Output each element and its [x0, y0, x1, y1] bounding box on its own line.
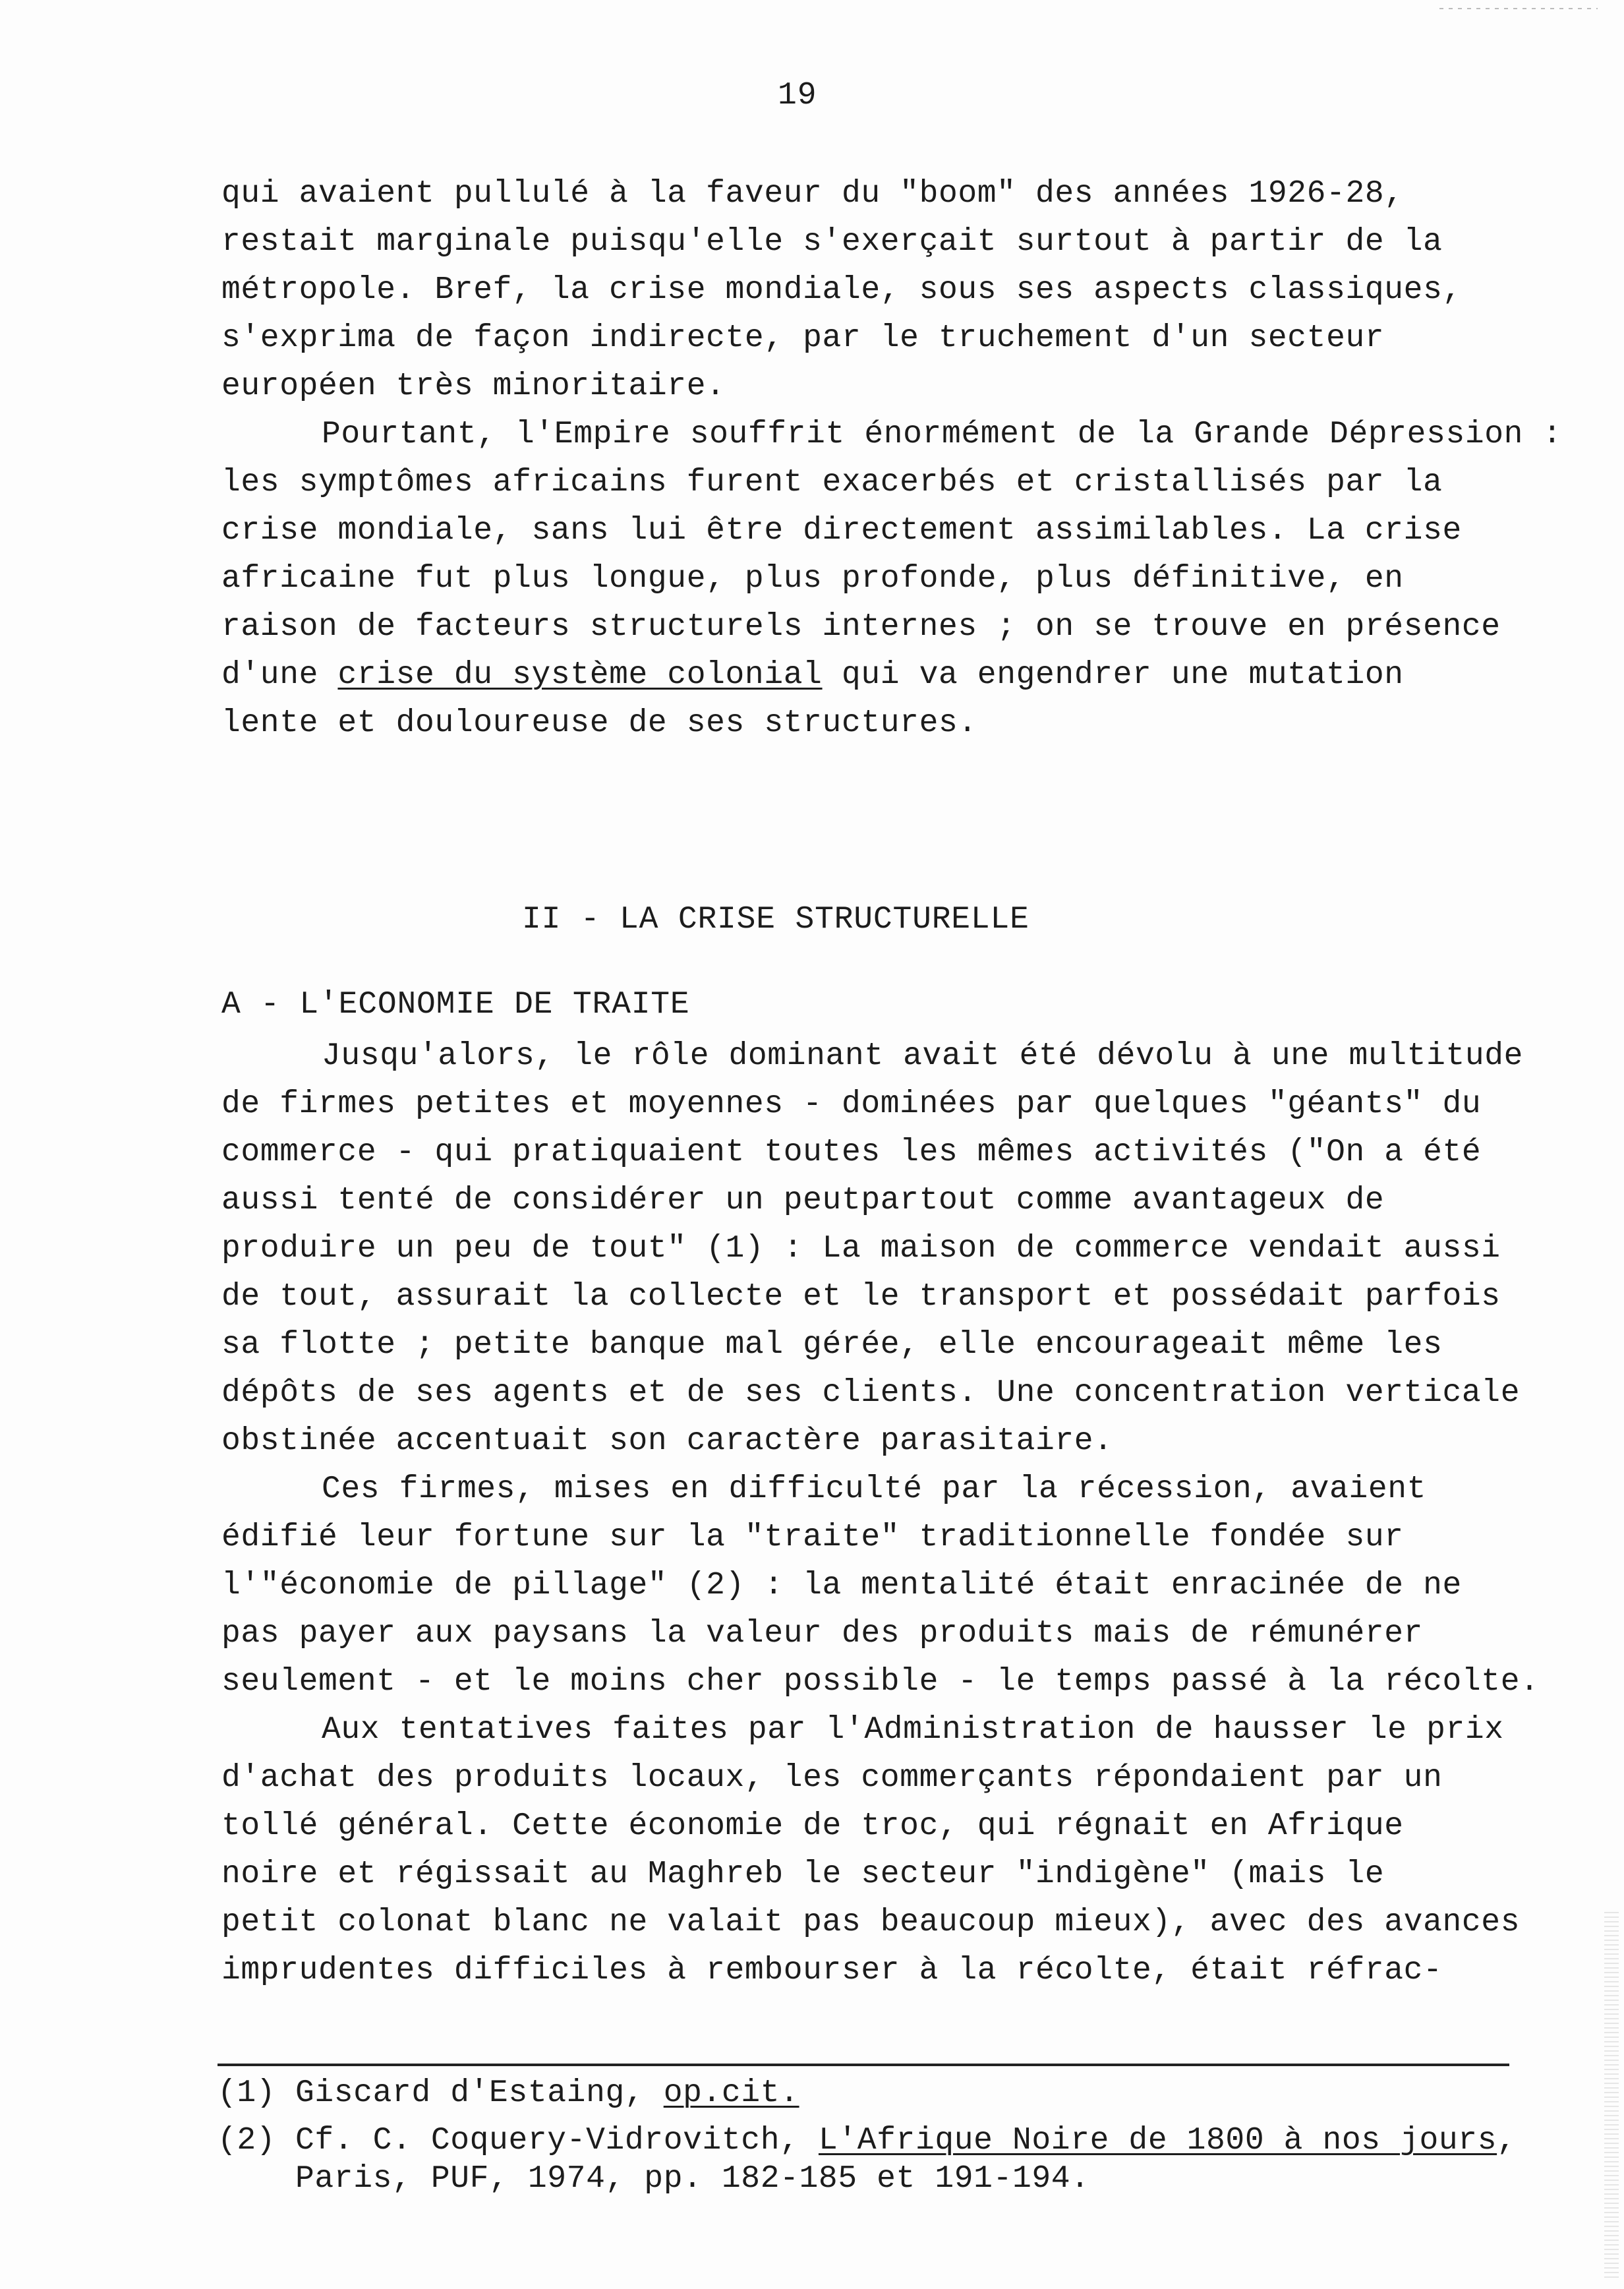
footnote — [218, 2074, 1588, 2112]
text-line: d'achat des produits locaux, les commerçants répondaient par un — [221, 1760, 1443, 1796]
footnote-marker: (2) — [218, 2123, 276, 2158]
text-line: sa flotte ; petite banque mal gérée, elle encourageait même les — [221, 1327, 1443, 1363]
text-line: dépôts de ses agents et de ses clients. Une concentration verticale — [221, 1375, 1521, 1411]
text-line: africaine fut plus longue, plus profonde, plus définitive, en — [221, 561, 1404, 597]
text-line: de firmes petites et moyennes - dominées par quelques "géants" du — [221, 1086, 1482, 1122]
footnote — [218, 2122, 1588, 2198]
text-line: noire et régissait au Maghreb le secteur "indigène" (mais le — [221, 1857, 1385, 1892]
text-fragment: , — [1497, 2123, 1517, 2158]
text-line: imprudentes difficiles à rembourser à la récolte, était réfrac- — [221, 1953, 1443, 1988]
section-heading: II - LA CRISE STRUCTURELLE — [522, 902, 1030, 937]
text-line: crise mondiale, sans lui être directement assimilables. La crise — [221, 513, 1462, 549]
text-line: européen très minoritaire. — [221, 369, 726, 404]
text-line: s'exprima de façon indirecte, par le truchement d'un secteur — [221, 320, 1385, 356]
text-line: produire un peu de tout" (1) : La maison de commerce vendait aussi — [221, 1231, 1501, 1266]
text-line-with-emphasis — [221, 651, 1586, 699]
subsection-heading: A - L'ECONOMIE DE TRAITE — [221, 987, 690, 1023]
paragraph-first-line: Pourtant, l'Empire souffrit énormément de la Grande Dépression : — [322, 417, 1562, 452]
text-line: obstinée accentuait son caractère parasitaire. — [221, 1423, 1113, 1459]
text-line: restait marginale puisqu'elle s'exerçait surtout à partir de la — [221, 224, 1443, 260]
text-fragment: Cf. C. Coquery-Vidrovitch, — [295, 2123, 819, 2158]
text-line: l'"économie de pillage" (2) : la mentalité était enracinée de ne — [221, 1568, 1462, 1603]
text-line: raison de facteurs structurels internes ; on se trouve en présence — [221, 609, 1501, 645]
text-line: tollé général. Cette économie de troc, qui régnait en Afrique — [221, 1808, 1404, 1844]
footnotes — [218, 2074, 1588, 2207]
footnote-marker: (1) — [218, 2075, 276, 2111]
text-fragment: d'une — [221, 657, 338, 693]
page-number: 19 — [778, 78, 817, 113]
paragraph-first-line: Jusqu'alors, le rôle dominant avait été dévolu à une multitude — [322, 1038, 1524, 1074]
text-line: seulement - et le moins cher possible - le temps passé à la récolte. — [221, 1664, 1540, 1700]
underlined-phrase: crise du système colonial — [337, 657, 823, 693]
text-line: pas payer aux paysans la valeur des produits mais de rémunérer — [221, 1616, 1424, 1651]
text-line: qui avaient pullulé à la faveur du "boom" des années 1926-28, — [221, 176, 1404, 212]
scan-artifact-edge — [1604, 1912, 1619, 2281]
body-text — [221, 1032, 1586, 1995]
text-line: métropole. Bref, la crise mondiale, sous ses aspects classiques, — [221, 272, 1462, 308]
paragraph-first-line: Aux tentatives faites par l'Administration de hausser le prix — [322, 1712, 1504, 1748]
scan-artifact-top — [1439, 8, 1598, 9]
text-line: lente et douloureuse de ses structures. — [221, 705, 977, 741]
underlined-citation: L'Afrique Noire de 1800 à nos jours — [818, 2123, 1497, 2158]
text-line: édifié leur fortune sur la "traite" traditionnelle fondée sur — [221, 1520, 1404, 1555]
footnote-text — [295, 2122, 1517, 2198]
text-line: petit colonat blanc ne valait pas beaucoup mieux), avec des avances — [221, 1905, 1521, 1940]
body-text — [221, 170, 1586, 748]
text-fragment: qui va engendrer une mutation — [822, 657, 1404, 693]
paragraph-first-line: Ces firmes, mises en difficulté par la récession, avaient — [322, 1472, 1427, 1507]
text-line: aussi tenté de considérer un peutpartout comme avantageux de — [221, 1183, 1385, 1218]
underlined-citation: op.cit. — [663, 2075, 799, 2111]
text-line: commerce - qui pratiquaient toutes les mêmes activités ("On a été — [221, 1135, 1482, 1170]
text-line: les symptômes africains furent exacerbés et cristallisés par la — [221, 465, 1443, 500]
footnote-text — [295, 2074, 799, 2112]
text-line: de tout, assurait la collecte et le transport et possédait parfois — [221, 1279, 1501, 1315]
text-fragment: Paris, PUF, 1974, pp. 182-185 et 191-194. — [295, 2161, 1090, 2197]
footnote-separator — [218, 2064, 1509, 2066]
text-fragment: Giscard d'Estaing, — [295, 2075, 664, 2111]
